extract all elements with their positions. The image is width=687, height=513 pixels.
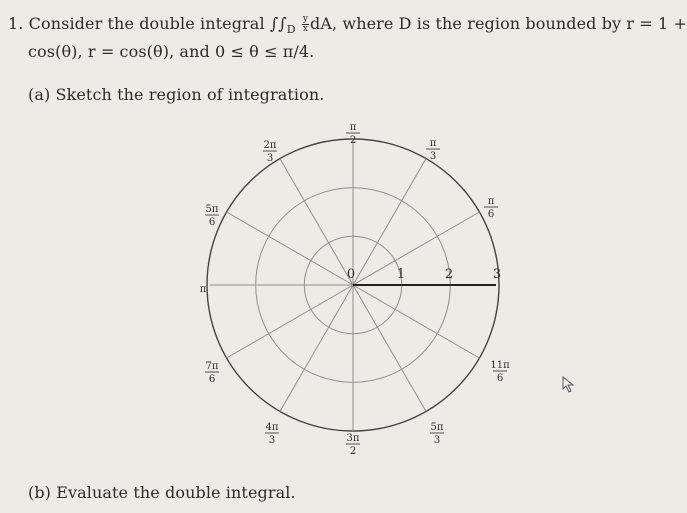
angle-label: [426, 138, 440, 162]
part-b-prompt: (b) Evaluate the double integral.: [28, 483, 296, 502]
grid-ray: [353, 212, 479, 285]
part-a-prompt: (a) Sketch the region of integration.: [28, 85, 325, 104]
angle-label-numerator: 3π: [346, 433, 360, 444]
angle-label-numerator: 11π: [490, 360, 510, 371]
polar-grid-labels: [200, 122, 510, 457]
angle-label-denominator: 3: [268, 435, 276, 446]
angle-label-denominator: 6: [208, 217, 216, 228]
integral-sign: ∫∫: [269, 14, 287, 33]
angle-label-denominator: 3: [429, 151, 437, 162]
angle-label: [346, 433, 360, 457]
grid-ray: [280, 285, 353, 411]
mouse-cursor-icon: [562, 376, 576, 394]
grid-ray: [353, 285, 479, 358]
angle-label: [430, 422, 444, 446]
angle-label-denominator: 3: [433, 435, 441, 446]
angle-label-denominator: 2: [349, 446, 357, 457]
radius-label: 3: [492, 267, 502, 282]
radius-label: 1: [396, 267, 406, 282]
angle-label: [200, 284, 207, 295]
domain-subscript: D: [286, 23, 296, 37]
angle-label-denominator: 6: [208, 374, 216, 385]
angle-label-denominator: 6: [487, 209, 495, 220]
radius-label: 0: [346, 267, 356, 282]
grid-ray: [280, 159, 356, 285]
theta-range: , and 0 ≤ θ ≤ π/4.: [169, 42, 315, 61]
angle-label-denominator: 2: [349, 135, 357, 146]
angle-label-numerator: 2π: [263, 140, 277, 151]
grid-ray: [227, 212, 356, 285]
angle-label: [263, 140, 277, 164]
bound-1-continued: cos(θ): [28, 42, 78, 61]
differential: dA: [310, 14, 333, 33]
angle-label: [490, 360, 510, 384]
bound-1: r = 1 +: [626, 14, 687, 33]
grid-ray: [353, 159, 426, 285]
angle-label-numerator: 5π: [205, 204, 219, 215]
grid-ray: [227, 285, 353, 358]
angle-label-numerator: 4π: [265, 422, 279, 433]
problem-number: 1.: [8, 14, 24, 33]
angle-label-denominator: 3: [266, 153, 274, 164]
angle-label-numerator: π: [429, 138, 437, 149]
radius-label: 2: [444, 267, 454, 282]
where-text: , where D is the region bounded by: [332, 14, 622, 33]
angle-label: [205, 204, 219, 228]
angle-label-denominator: 6: [496, 373, 504, 384]
angle-label-numerator: π: [349, 122, 357, 133]
angle-label-numerator: 7π: [205, 361, 219, 372]
angle-label-numerator: π: [487, 196, 495, 207]
bound-2: , r = cos(θ): [77, 42, 170, 61]
angle-label: [265, 422, 279, 446]
angle-label: [205, 361, 219, 385]
integrand-denominator: x: [302, 24, 309, 34]
grid-ray: [353, 285, 426, 411]
intro-text: Consider the double integral: [28, 14, 265, 33]
angle-label: [484, 196, 498, 220]
angle-label-numerator: π: [199, 284, 207, 295]
angle-label: [346, 122, 360, 146]
angle-label-numerator: 5π: [430, 422, 444, 433]
integrand-numerator: y: [302, 14, 309, 24]
